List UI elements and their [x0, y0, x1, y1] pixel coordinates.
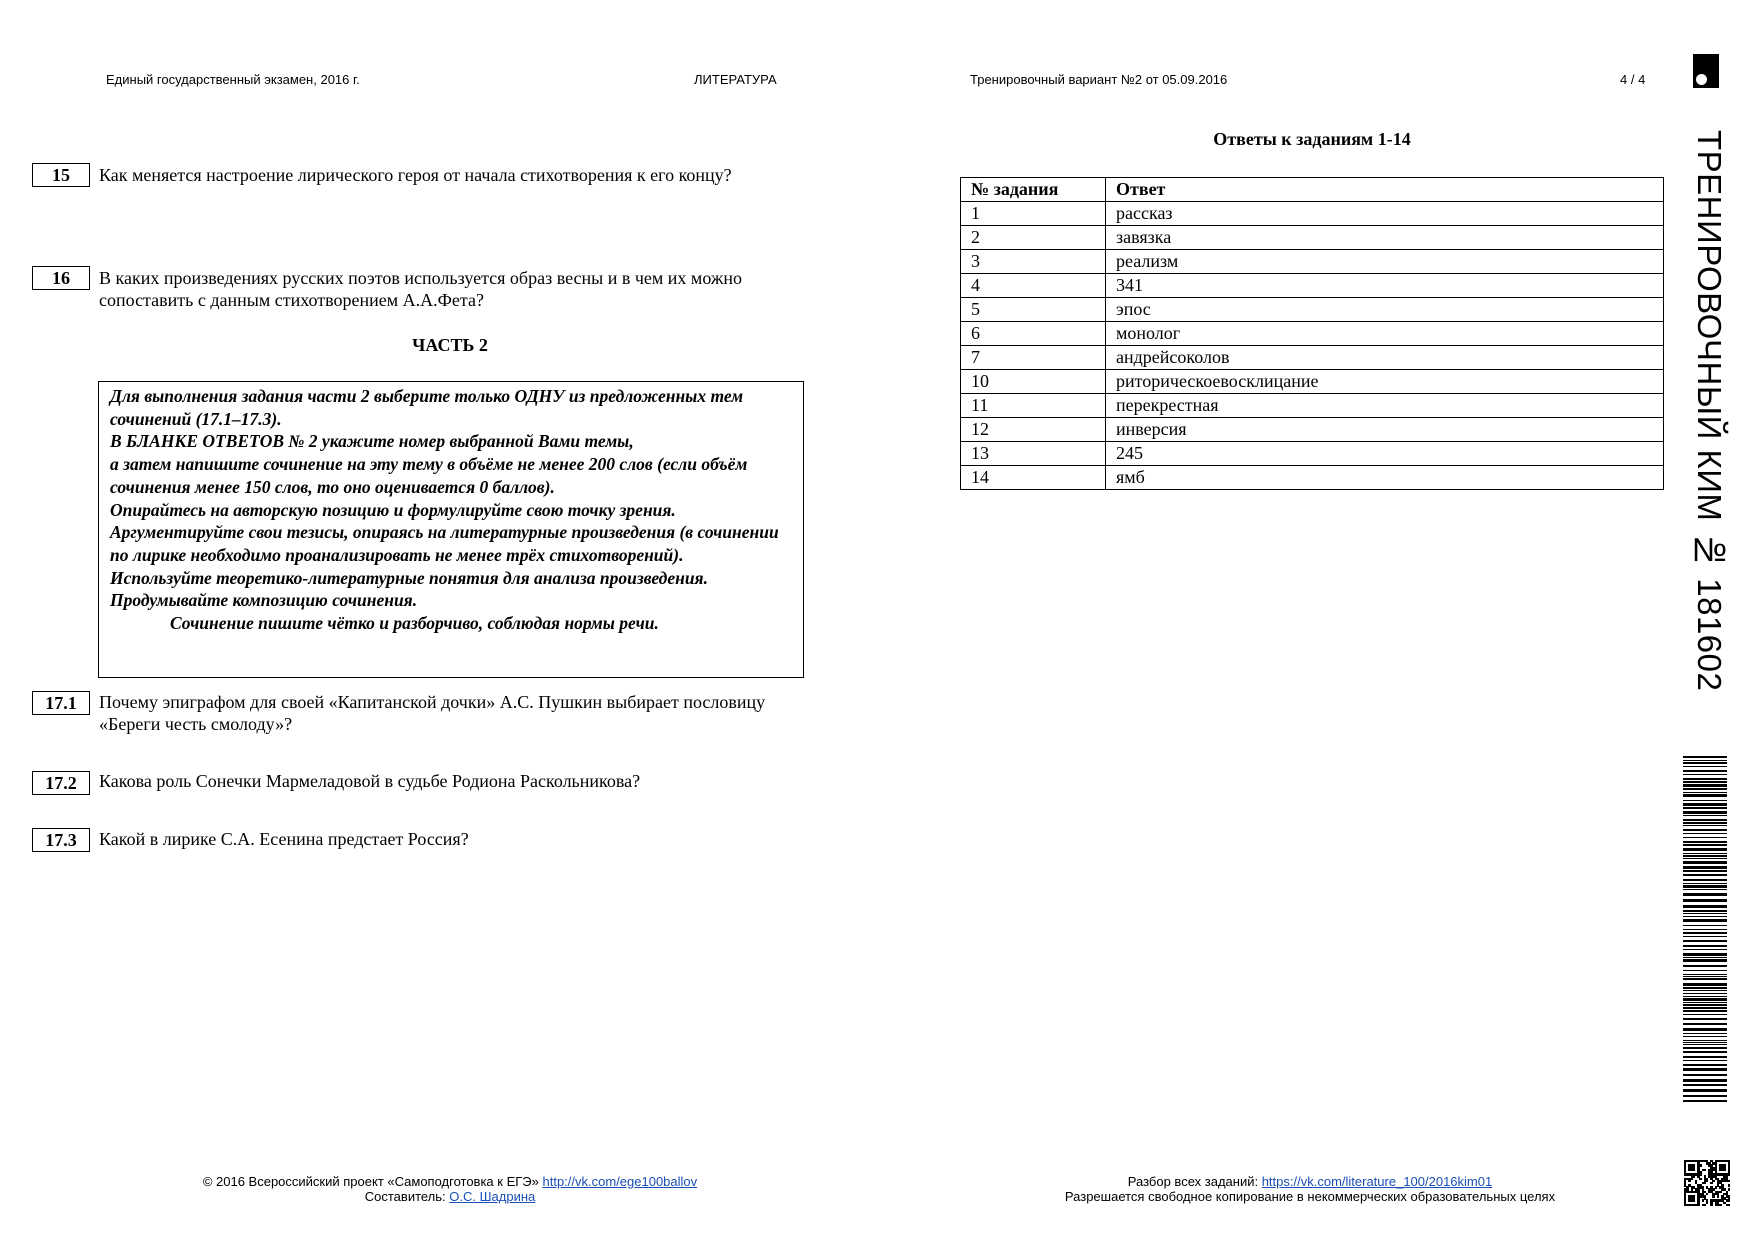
qr-module [1706, 1202, 1708, 1204]
barcode-bar [1683, 1018, 1727, 1020]
question-text-17-3: Какой в лирике С.А. Есенина предстает Россия? [99, 829, 469, 849]
barcode-bar [1683, 874, 1727, 876]
qr-module [1706, 1193, 1708, 1195]
barcode-bar [1683, 853, 1727, 854]
qr-module [1697, 1204, 1699, 1206]
barcode-bar [1683, 879, 1727, 881]
qr-module [1706, 1180, 1708, 1182]
barcode-bar [1683, 965, 1727, 967]
barcode-bar [1683, 1051, 1727, 1053]
instruction-line: Аргументируйте свои тезисы, опираясь на литературные произведения (в сочинении по лирике необходимо проанализировать не менее трёх стихотворений). [110, 522, 779, 565]
instruction-line: Сочинение пишите чётко и разборчиво, соблюдая нормы речи. [170, 613, 659, 634]
task-number: 4 [961, 274, 1106, 298]
task-answer: инверсия [1106, 418, 1664, 442]
barcode-bar [1683, 1004, 1727, 1006]
qr-module [1693, 1175, 1695, 1177]
footer-author-link[interactable]: О.С. Шадрина [449, 1189, 536, 1204]
task-number: 1 [961, 202, 1106, 226]
part2-instructions-box [98, 381, 804, 678]
question-number-17-2: 17.2 [32, 771, 90, 795]
footer-analysis-link[interactable]: https://vk.com/literature_100/2016kim01 [1261, 1174, 1493, 1189]
table-row [961, 274, 1664, 298]
instruction-line: Используйте теоретико-литературные понятия для анализа произведения. [110, 567, 708, 588]
barcode-bar [1683, 815, 1727, 816]
barcode-bar [1683, 1036, 1727, 1037]
question-number-16: 16 [32, 266, 90, 290]
barcode-bar [1683, 1007, 1727, 1009]
barcode-bar [1683, 760, 1727, 761]
barcode-bar [1683, 987, 1727, 989]
question-number-17-3: 17.3 [32, 828, 90, 852]
barcode-bar [1683, 936, 1727, 937]
barcode-bar [1683, 919, 1727, 922]
barcode-bar [1683, 794, 1727, 797]
barcode-bar [1683, 778, 1727, 780]
table-row [961, 418, 1664, 442]
barcode-bar [1683, 807, 1727, 809]
barcode-bar [1683, 774, 1727, 775]
corner-mark-icon [1693, 54, 1719, 88]
barcode-bar [1683, 861, 1727, 864]
barcode-bar [1683, 870, 1727, 872]
instruction-line: а затем напишите сочинение на эту тему в объёме не менее 200 слов (если объём сочинения менее 150 слов, то оно оценивается 0 баллов). [110, 454, 748, 497]
barcode-bar [1683, 1033, 1727, 1034]
qr-module [1719, 1191, 1721, 1193]
barcode-bar [1683, 848, 1727, 851]
barcode-bar [1683, 788, 1727, 790]
footer-copy-permission: Разрешается свободное копирование в некоммерческих образовательных целях [1064, 1189, 1556, 1204]
barcode-bar [1683, 1044, 1727, 1045]
barcode-bar [1683, 932, 1727, 934]
part2-title: ЧАСТЬ 2 [412, 335, 488, 355]
answers-table [960, 177, 1664, 490]
column-header-answer: Ответ [1106, 178, 1664, 202]
qr-module [1728, 1184, 1730, 1186]
instruction-line: В БЛАНКЕ ОТВЕТОВ № 2 укажите номер выбранной Вами темы, [110, 431, 634, 452]
qr-module [1699, 1178, 1701, 1180]
barcode-bar [1683, 855, 1727, 857]
qr-module [1688, 1180, 1690, 1182]
barcode-bar [1683, 945, 1727, 947]
question-text-16: В каких произведениях русских поэтов используется образ весны и в чем их можно сопоставить с данным стихотворением А.А.Фета? [99, 268, 742, 310]
task-answer: монолог [1106, 322, 1664, 346]
barcode-bar [1683, 766, 1727, 767]
barcode-bar [1683, 819, 1727, 821]
qr-module [1728, 1180, 1730, 1182]
task-number: 5 [961, 298, 1106, 322]
barcode-bar [1683, 1089, 1727, 1092]
barcode-bar [1683, 905, 1727, 908]
header-subject: ЛИТЕРАТУРА [694, 72, 777, 87]
barcode-bar [1683, 1023, 1727, 1025]
question-number-17-1: 17.1 [32, 691, 90, 715]
instruction-line: Опирайтесь на авторскую позицию и формулируйте свою точку зрения. [110, 499, 676, 520]
qr-module [1691, 1178, 1693, 1180]
footer-copyright: © 2016 Всероссийский проект «Самоподготовка к ЕГЭ» [202, 1174, 539, 1189]
qr-module [1723, 1169, 1725, 1171]
barcode-bar [1683, 998, 1727, 1001]
barcode-bar [1683, 829, 1727, 831]
task-answer: 245 [1106, 442, 1664, 466]
barcode-bar [1683, 1047, 1727, 1049]
barcode-bar [1683, 893, 1727, 896]
barcode-bar [1683, 976, 1727, 977]
qr-module [1704, 1182, 1706, 1184]
qr-module [1719, 1204, 1721, 1206]
barcode-bar [1683, 983, 1727, 986]
barcode-bar [1683, 1010, 1727, 1012]
barcode-bar [1683, 756, 1727, 758]
qr-module [1704, 1169, 1706, 1171]
barcode-bar [1683, 929, 1727, 930]
barcode-bar [1683, 993, 1727, 994]
qr-module [1699, 1173, 1701, 1175]
barcode-bar [1683, 803, 1727, 806]
task-number: 6 [961, 322, 1106, 346]
barcode-bar [1683, 1064, 1727, 1066]
qr-module [1710, 1182, 1712, 1184]
barcode-bar [1683, 1095, 1727, 1097]
barcode-bar [1683, 940, 1727, 942]
qr-module [1693, 1199, 1695, 1201]
table-row [961, 442, 1664, 466]
barcode-bar [1683, 1042, 1727, 1043]
task-number: 14 [961, 466, 1106, 490]
task-answer: завязка [1106, 226, 1664, 250]
barcode-bar [1683, 781, 1727, 783]
qr-module [1717, 1195, 1719, 1197]
barcode-bar [1683, 996, 1727, 997]
qr-module [1699, 1164, 1701, 1166]
header-exam: Единый государственный экзамен, 2016 г. [106, 72, 360, 87]
header-variant: Тренировочный вариант №2 от 05.09.2016 [970, 72, 1228, 87]
barcode-bar [1683, 925, 1727, 926]
side-label: ТРЕНИРОВОЧНЫЙ КИМ № 181602 [1691, 130, 1728, 692]
task-answer: эпос [1106, 298, 1664, 322]
question-text-17-1: Почему эпиграфом для своей «Капитанской дочки» А.С. Пушкин выбирает пословицу «Береги честь смолоду»? [99, 692, 766, 734]
qr-module [1704, 1204, 1706, 1206]
barcode-bar [1683, 841, 1727, 843]
table-row [961, 250, 1664, 274]
task-number: 12 [961, 418, 1106, 442]
barcode-bar [1683, 1100, 1727, 1102]
qr-module [1693, 1169, 1695, 1171]
column-header-number: № задания [961, 178, 1106, 202]
task-answer: перекрестная [1106, 394, 1664, 418]
barcode-bar [1683, 990, 1727, 991]
instruction-line: Для выполнения задания части 2 выберите только ОДНУ из предложенных тем сочинений (17.1–17.3). [110, 386, 744, 429]
barcode-bar [1683, 800, 1727, 801]
task-number: 10 [961, 370, 1106, 394]
barcode-bar [1683, 825, 1727, 826]
barcode-bar [1683, 885, 1727, 888]
question-text-17-2: Какова роль Сонечки Мармеладовой в судьбе Родиона Раскольникова? [99, 771, 641, 791]
barcode-bar [1683, 1028, 1727, 1031]
barcode-bar [1683, 1079, 1727, 1082]
barcode-bar [1683, 889, 1727, 890]
barcode-bar [1683, 762, 1727, 764]
barcode-bar [1683, 974, 1727, 975]
header-page: 4 / 4 [1620, 72, 1646, 87]
barcode-bar [1683, 1068, 1727, 1071]
barcode-bar [1683, 822, 1727, 824]
barcode-bar [1683, 1056, 1727, 1058]
barcode-bar [1683, 899, 1727, 902]
qr-module [1710, 1204, 1712, 1206]
barcode-bar [1683, 770, 1727, 772]
barcode-bar [1683, 957, 1727, 958]
barcode-bar [1683, 811, 1727, 814]
barcode-bar [1683, 792, 1727, 793]
task-answer: андрейсоколов [1106, 346, 1664, 370]
task-answer: 341 [1106, 274, 1664, 298]
barcode-bar [1683, 883, 1727, 884]
table-row [961, 202, 1664, 226]
barcode-bar [1683, 970, 1727, 971]
table-row [961, 394, 1664, 418]
barcode-bar [1683, 1002, 1727, 1003]
table-row [961, 346, 1664, 370]
task-answer: ямб [1106, 466, 1664, 490]
qr-module [1715, 1186, 1717, 1188]
barcode-bar [1683, 784, 1727, 787]
task-answer: реализм [1106, 250, 1664, 274]
barcode-bar [1683, 978, 1727, 980]
footer-left [150, 1174, 750, 1204]
answers-title: Ответы к заданиям 1-14 [1213, 129, 1411, 149]
table-row [961, 466, 1664, 490]
task-number: 3 [961, 250, 1106, 274]
qr-module [1712, 1180, 1714, 1182]
barcode-bar [1683, 1060, 1727, 1061]
qr-module [1728, 1173, 1730, 1175]
qr-code-icon [1684, 1160, 1730, 1206]
qr-module [1728, 1204, 1730, 1206]
barcode-bar [1683, 916, 1727, 917]
barcode-bar [1683, 837, 1727, 838]
table-row [961, 298, 1664, 322]
barcode-icon [1683, 756, 1727, 1104]
table-row [961, 322, 1664, 346]
table-header-row [961, 178, 1664, 202]
qr-module [1712, 1195, 1714, 1197]
question-number-15: 15 [32, 163, 90, 187]
barcode-bar [1683, 1014, 1727, 1015]
task-answer: рассказ [1106, 202, 1664, 226]
instruction-line: Продумывайте композицию сочинения. [110, 590, 418, 611]
barcode-bar [1683, 949, 1727, 950]
footer-author-label: Составитель: [364, 1189, 446, 1204]
task-number: 13 [961, 442, 1106, 466]
barcode-bar [1683, 1074, 1727, 1076]
barcode-bar [1683, 959, 1727, 962]
qr-module [1728, 1199, 1730, 1201]
question-text-15: Как меняется настроение лирического героя от начала стихотворения к его концу? [99, 165, 732, 185]
barcode-bar [1683, 1040, 1727, 1041]
task-number: 2 [961, 226, 1106, 250]
table-row [961, 226, 1664, 250]
barcode-bar [1683, 844, 1727, 846]
barcode-bar [1683, 866, 1727, 869]
barcode-bar [1683, 910, 1727, 912]
barcode-bar [1683, 833, 1727, 834]
barcode-bar [1683, 913, 1727, 914]
footer-vk-link[interactable]: http://vk.com/ege100ballov [542, 1174, 698, 1189]
table-row [961, 370, 1664, 394]
footer-analysis-label: Разбор всех заданий: [1127, 1174, 1259, 1189]
qr-module [1728, 1188, 1730, 1190]
task-answer: риторическоевосклицание [1106, 370, 1664, 394]
qr-module [1702, 1199, 1704, 1201]
task-number: 11 [961, 394, 1106, 418]
task-number: 7 [961, 346, 1106, 370]
barcode-bar [1683, 1084, 1727, 1086]
barcode-bar [1683, 953, 1727, 956]
footer-right [1010, 1174, 1610, 1204]
barcode-bar [1683, 858, 1727, 859]
